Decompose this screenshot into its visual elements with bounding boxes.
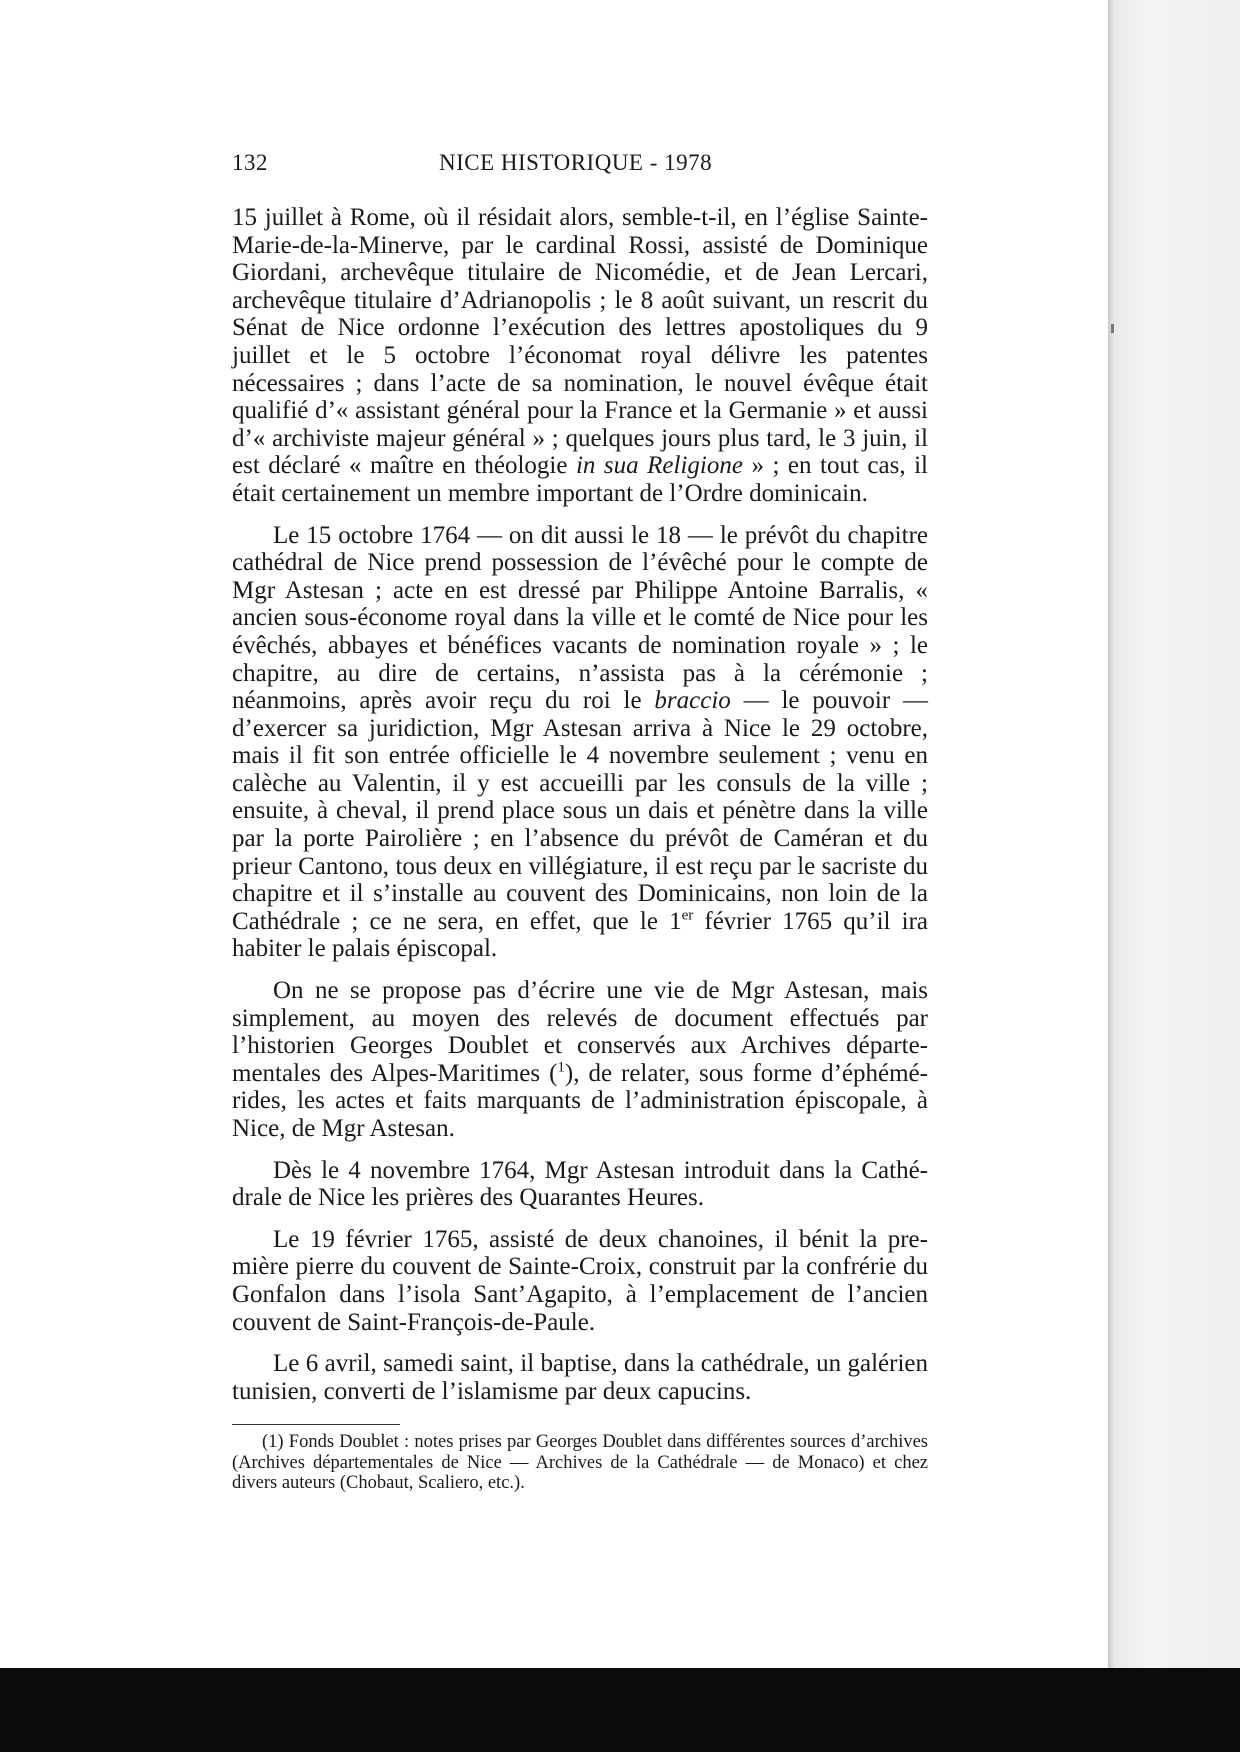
paragraph xyxy=(232,204,928,508)
body-text xyxy=(232,204,928,1405)
footnote-separator xyxy=(232,1424,400,1425)
paragraph xyxy=(232,522,928,964)
text-segment: Le 15 octobre 1764 — on dit aussi le 18 — le prévôt du chapitre cathédral de Nice prend possession de l’évêché pour le compte de Mgr Astesan ; acte en est dressé par Philippe Antoine Barralis, « ancien sous-économe royal dans la ville et le comté de Nice pour les évêchés, abbayes et bénéfices vacants de nomination royale » ; le chapitre, au dire de certains, n’assista pas à la cérémonie ; néanmoins, après avoir reçu du roi le xyxy=(232,521,928,715)
paragraph xyxy=(232,977,928,1143)
text-segment: On ne se propose pas d’écrire une vie de Mgr Astesan, mais simplement, au moyen des relevés de document effectués par l’historien Georges Doublet et conservés aux Archives départementales des Alpes-Maritimes ( xyxy=(232,977,928,1087)
text-segment: Le 19 février 1765, assisté de deux chanoines, il bénit la première pierre du couvent de Sainte-Croix, construit par la confrérie du Gonfalon dans l’isola Sant’Agapito, à l’emplacement de l’ancien couvent de Saint-François-de-Paule. xyxy=(232,1225,928,1336)
scan-border xyxy=(0,1668,1240,1752)
running-title: NICE HISTORIQUE - 1978 xyxy=(439,150,713,175)
text-segment: ), de relater, sous forme d’éphémérides, les actes et faits marquants de l’administration épiscopale, à Nice, de Mgr Astesan. xyxy=(232,1059,928,1142)
italic-phrase: braccio xyxy=(654,687,731,715)
superscript: 1 xyxy=(557,1059,565,1076)
text-segment: février 1765 qu’il ira habiter le palais épiscopal. xyxy=(232,907,928,963)
page-header xyxy=(232,150,928,184)
text-segment: » ; en tout cas, il était certainement un membre important de l’Ordre dominicain. xyxy=(232,452,928,507)
superscript: er xyxy=(681,907,694,924)
footnote xyxy=(232,1432,928,1494)
facing-page-edge xyxy=(1108,0,1240,1752)
page-mark xyxy=(1111,324,1114,333)
text-segment: 15 juillet à Rome, où il résidait alors, semble-t-il, en l’église Sainte-Marie-de-la-Minerve, par le cardinal Rossi, assisté de Dominique Giordani, archevêque titulaire de Nicomédie, et de Jean Lercari, archevêque titulaire d’Adrianopolis ; le 8 août suivant, un rescrit du Sénat de Nice ordonne l’exécution des lettres apostoliques du 9 juillet et le 5 octobre l’économat royal délivre les patentes nécessaires ; dans l’acte de sa nomination, le nouvel évêque était qualifié d’« assistant général pour la France et la Germanie » et aussi d’« archiviste majeur général » ; quelques jours plus tard, le 3 juin, il est déclaré « maître en théologie xyxy=(232,204,928,480)
paragraph xyxy=(232,1350,928,1405)
page-number: 132 xyxy=(232,150,268,175)
footnote-text: (1) Fonds Doublet : notes prises par Georges Doublet dans différentes sources d’archives (Archives départementales de Nice — Archives de la Cathédrale — de Monaco) et chez divers auteurs (Chobaut, Scaliero, etc.). xyxy=(232,1432,928,1493)
paragraph xyxy=(232,1226,928,1336)
text-segment: Dès le 4 novembre 1764, Mgr Astesan introduit dans la Cathédrale de Nice les prières des Quarantes Heures. xyxy=(232,1156,928,1212)
text-segment: Le 6 avril, samedi saint, il baptise, dans la cathédrale, un galérien tunisien, converti de l’islamisme par deux capucins. xyxy=(232,1350,928,1405)
italic-phrase: in sua Religione xyxy=(575,452,743,480)
paragraph xyxy=(232,1157,928,1212)
text-segment: — le pouvoir — d’exercer sa juridiction, Mgr Astesan arriva à Nice le 29 octobre, mais il fit son entrée officielle le 4 novembre seulement ; venu en calèche au Valentin, il y est accueilli par les consuls de la ville ; ensuite, à cheval, il prend place sous un dais et pénètre dans la ville par la porte Pairolière ; en l’absence du prévôt de Caméran et du prieur Cantono, tous deux en villégiature, il est reçu par le sacriste du chapitre et il s’installe au couvent des Dominicains, non loin de la Cathédrale ; ce ne sera, en effet, que le 1 xyxy=(232,687,928,935)
